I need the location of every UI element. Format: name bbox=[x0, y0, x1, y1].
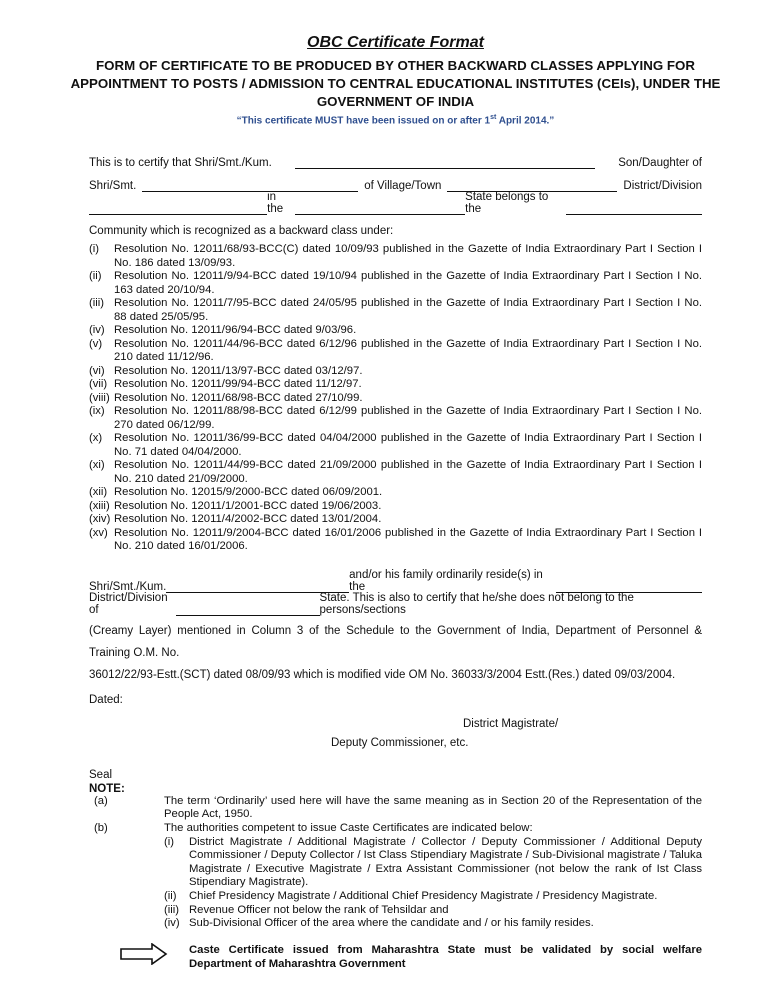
state-blank[interactable] bbox=[295, 202, 465, 215]
parent-name-blank[interactable] bbox=[142, 179, 358, 192]
notice-text-end: April 2014.” bbox=[496, 115, 555, 127]
parent-label: Shri/Smt. bbox=[89, 180, 137, 193]
residence-line-1 bbox=[89, 570, 702, 593]
note-heading: NOTE: bbox=[89, 782, 125, 795]
resolution-number: (viii) bbox=[89, 391, 110, 404]
authority-number: (iv) bbox=[164, 917, 180, 930]
resolution-number: (xii) bbox=[89, 486, 108, 499]
authority-item bbox=[164, 904, 702, 918]
resolution-item bbox=[89, 432, 702, 459]
right-arrow-icon bbox=[109, 943, 179, 965]
resolution-item bbox=[89, 365, 702, 379]
validation-note-text: Caste Certificate issued from Maharashtra State must be validated by social welfare Department of Maharashtra Government bbox=[189, 943, 702, 970]
form-line-1 bbox=[89, 146, 702, 169]
state-belongs-label: State belongs to the bbox=[465, 191, 549, 216]
document-title: OBC Certificate Format bbox=[307, 34, 484, 51]
resolution-text: Resolution No. 12011/44/99-BCC dated 21/09/2000 published in the Gazette of India Extraordinary Part I Section I No. 210 dated 21/09/2000. bbox=[114, 459, 702, 485]
notice-text-start: “This certificate MUST have been issued on or after 1 bbox=[236, 115, 491, 127]
note-a bbox=[89, 795, 702, 822]
authority-text: Chief Presidency Magistrate / Additional Chief Presidency Magistrate / Presidency Magistrate. bbox=[189, 889, 658, 902]
resolution-item bbox=[89, 392, 702, 406]
document-subtitle: FORM OF CERTIFICATE TO BE PRODUCED BY OTHER BACKWARD CLASSES APPLYING FOR APPOINTMENT TO POSTS / ADMISSION TO CENTRAL EDUCATIONAL INSTITUTES (CEIs), UNDER THE GOVERNMENT OF INDIA bbox=[70, 58, 721, 109]
resolution-number: (ix) bbox=[89, 405, 105, 418]
resolution-text: Resolution No. 12011/36/99-BCC dated 04/04/2000 published in the Gazette of India Extraordinary Part I Section I No. 71 dated 04/04/2000. bbox=[114, 432, 702, 458]
resolution-item bbox=[89, 486, 702, 500]
resolution-list bbox=[89, 243, 702, 554]
resolution-text: Resolution No. 12011/96/94-BCC dated 9/03/96. bbox=[114, 324, 357, 337]
community-statement: Community which is recognized as a backward class under: bbox=[89, 225, 394, 238]
resolution-text: Resolution No. 12011/99/94-BCC dated 11/12/97. bbox=[114, 378, 362, 391]
resolution-text: Resolution No. 12011/88/98-BCC dated 6/12/99 published in the Gazette of India Extraordinary Part I Section I No. 270 dated 06/12/99. bbox=[114, 405, 702, 431]
resolution-text: Resolution No. 12011/68/98-BCC dated 27/10/99. bbox=[114, 391, 363, 404]
note-a-label: (a) bbox=[94, 794, 108, 807]
authority-text: District Magistrate / Additional Magistrate / Collector / Deputy Commissioner / Additional Deputy Commissioner / Deputy Collector / Ist Class Stipendiary Magistrate / Sub-Divisional magistrate / Taluka Magistrate / Executive Magistrate / Extra Assistant Commissioner (not below the rank of Ist Class Stipendiary Magistrate). bbox=[189, 835, 702, 889]
resolution-text: Resolution No. 12011/9/94-BCC dated 19/10/94 published in the Gazette of India Extraordinary Part I Section I No. 163 dated 20/10/94. bbox=[114, 270, 702, 296]
resolution-item bbox=[89, 513, 702, 527]
resolution-item bbox=[89, 297, 702, 324]
village-label: of Village/Town bbox=[364, 180, 442, 193]
resolution-number: (xiv) bbox=[89, 513, 111, 526]
authority-number: (ii) bbox=[164, 889, 177, 902]
note-b-body bbox=[164, 822, 702, 931]
authority-item bbox=[164, 836, 702, 890]
authority-number: (i) bbox=[164, 835, 175, 848]
resolution-number: (xi) bbox=[89, 459, 105, 472]
reside-label: and/or his family ordinarily reside(s) in the bbox=[349, 568, 543, 593]
name-blank[interactable] bbox=[295, 156, 595, 169]
resolution-text: Resolution No. 12015/9/2000-BCC dated 06/09/2001. bbox=[114, 486, 383, 499]
certify-label: This is to certify that Shri/Smt./Kum. bbox=[89, 157, 272, 170]
validation-note bbox=[89, 943, 702, 971]
resolution-number: (x) bbox=[89, 432, 103, 445]
form-line-2 bbox=[89, 169, 702, 192]
resolution-item bbox=[89, 378, 702, 392]
resolution-item bbox=[89, 527, 702, 554]
authority-number: (iii) bbox=[164, 903, 180, 916]
authority-item bbox=[164, 917, 702, 931]
note-section bbox=[89, 795, 702, 931]
district-label: District/Division bbox=[623, 180, 702, 193]
resolution-text: Resolution No. 12011/9/2004-BCC dated 16/01/2006 published in the Gazette of India Extraordinary Part I Section I No. 210 dated 16/01/2006. bbox=[114, 526, 702, 553]
resolution-text: Resolution No. 12011/13/97-BCC dated 03/12/97. bbox=[114, 364, 363, 377]
seal-label: Seal bbox=[89, 768, 113, 781]
notice-sup: st bbox=[490, 114, 497, 121]
resolution-number: (vii) bbox=[89, 378, 108, 391]
resolution-number: (i) bbox=[89, 243, 100, 256]
authority-item bbox=[164, 890, 702, 904]
district-of-blank[interactable] bbox=[176, 603, 320, 616]
resolution-text: Resolution No. 12011/68/93-BCC(C) dated 10/09/93 published in the Gazette of India Extraordinary Part I Section I No. 186 dated 13/09/93. bbox=[114, 243, 702, 269]
district-blank[interactable] bbox=[89, 202, 267, 215]
resolution-text: Resolution No. 12011/44/96-BCC dated 6/12/96 published in the Gazette of India Extraordinary Part I Section I No. 210 dated 11/12/96. bbox=[114, 337, 702, 364]
resolution-text: Resolution No. 12011/1/2001-BCC dated 19/06/2003. bbox=[114, 499, 382, 512]
resolution-number: (iv) bbox=[89, 324, 105, 337]
authority-list bbox=[164, 836, 702, 931]
creamy-layer-text: (Creamy Layer) mentioned in Column 3 of the Schedule to the Government of India, Department of Personnel & Training O.M. No. bbox=[89, 624, 702, 659]
authority-text: Revenue Officer not below the rank of Tehsildar and bbox=[189, 903, 449, 916]
resolution-item bbox=[89, 405, 702, 432]
relation-label: Son/Daughter of bbox=[618, 157, 702, 170]
resolution-number: (ii) bbox=[89, 270, 102, 283]
issue-date-notice bbox=[89, 114, 702, 126]
resolution-item bbox=[89, 324, 702, 338]
residence-line-2 bbox=[89, 593, 702, 616]
resolution-item bbox=[89, 338, 702, 365]
resolution-number: (iii) bbox=[89, 297, 105, 310]
state-certify-text: State. This is also to certify that he/she does not belong to the persons/sections bbox=[319, 591, 634, 616]
note-b-label: (b) bbox=[94, 822, 108, 835]
signatory-line-1: District Magistrate/ bbox=[463, 717, 559, 730]
note-b-text: The authorities competent to issue Caste Certificates are indicated below: bbox=[164, 822, 533, 835]
district-of-label: District/Division of bbox=[89, 591, 168, 616]
resolution-item bbox=[89, 500, 702, 514]
resolution-item bbox=[89, 243, 702, 270]
note-a-text: The term ‘Ordinarily’ used here will have the same meaning as in Section 20 of the Representation of the People Act, 1950. bbox=[164, 794, 702, 821]
residence-name-label: Shri/Smt./Kum. bbox=[89, 580, 167, 593]
om-reference-text: 36012/22/93-Estt.(SCT) dated 08/09/93 which is modified vide OM No. 36033/3/2004 Estt.(Res.) dated 09/03/2004. bbox=[89, 668, 676, 681]
resolution-item bbox=[89, 459, 702, 486]
resolution-number: (xiii) bbox=[89, 499, 110, 512]
resolution-text: Resolution No. 12011/7/95-BCC dated 24/05/95 published in the Gazette of India Extraordinary Part I Section I No. 88 dated 25/05/95. bbox=[114, 297, 702, 323]
community-blank[interactable] bbox=[566, 202, 702, 215]
form-line-3 bbox=[89, 192, 702, 215]
authority-text: Sub-Divisional Officer of the area where the candidate and / or his family resides. bbox=[189, 917, 594, 930]
signatory-line-2: Deputy Commissioner, etc. bbox=[331, 736, 469, 749]
in-the-label: in the bbox=[267, 191, 284, 216]
residence-section bbox=[89, 570, 702, 686]
note-b bbox=[89, 822, 702, 931]
dated-label: Dated: bbox=[89, 693, 123, 706]
resolution-item bbox=[89, 270, 702, 297]
resolution-text: Resolution No. 12011/4/2002-BCC dated 13/01/2004. bbox=[114, 513, 382, 526]
resolution-number: (xv) bbox=[89, 526, 108, 539]
resolution-number: (v) bbox=[89, 337, 103, 350]
resolution-number: (vi) bbox=[89, 364, 105, 377]
